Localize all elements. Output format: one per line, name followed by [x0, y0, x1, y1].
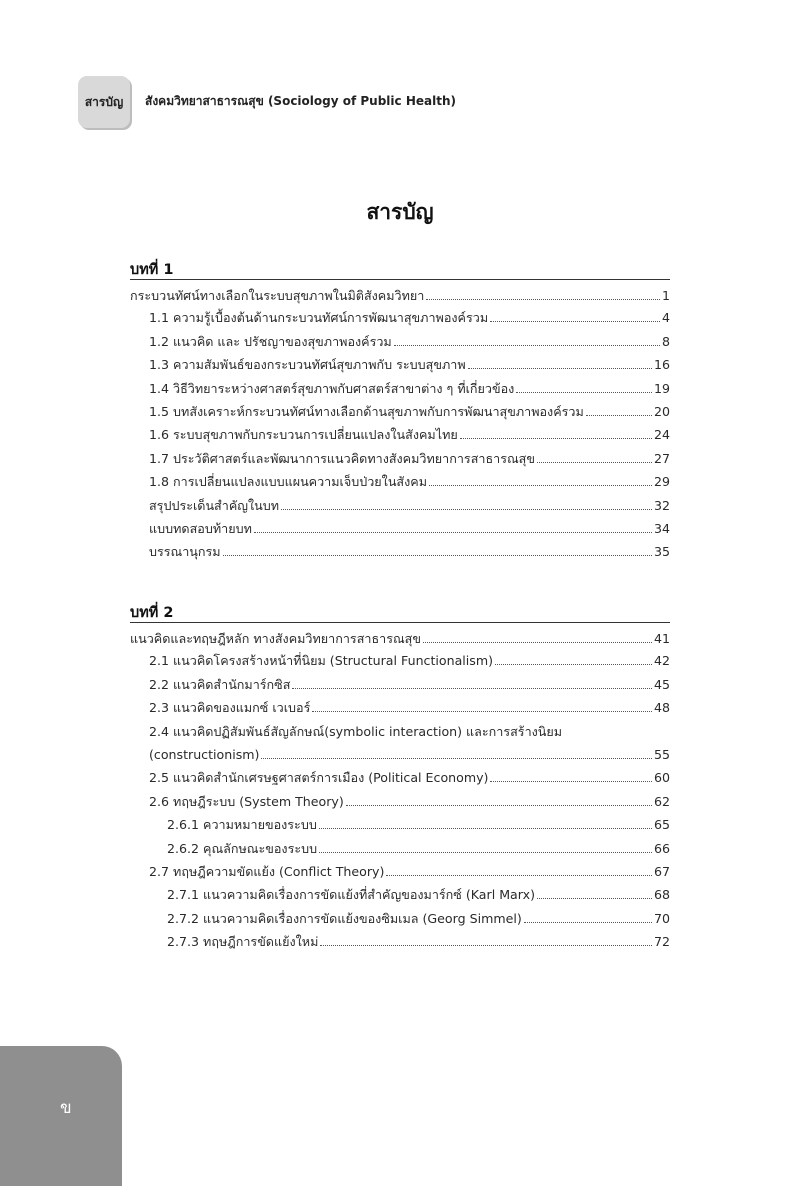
dot-leader	[320, 945, 652, 946]
dot-leader	[490, 321, 660, 322]
dot-leader	[292, 688, 652, 689]
toc-entry-label: 2.2 แนวคิดสำนักมาร์กซิส	[149, 676, 291, 692]
toc-entry-page: 29	[653, 474, 670, 490]
toc-entry-label: แนวคิดและทฤษฎีหลัก ทางสังคมวิทยาการสาธารณสุข	[130, 631, 421, 646]
toc-entry	[149, 490, 670, 513]
toc-entry	[167, 879, 670, 902]
toc-entry-label: 2.6.2 คุณลักษณะของระบบ	[167, 840, 318, 856]
toc-entry-page: 48	[653, 700, 670, 716]
toc-entry-page: 62	[653, 793, 670, 809]
toc-entry-label: 1.1 ความรู้เบื้องต้นด้านกระบวนทัศน์การพัฒนาสุขภาพองค์รวม	[149, 310, 489, 326]
dot-leader	[394, 345, 660, 346]
page-title: สารบัญ	[366, 200, 434, 224]
toc-entry	[149, 669, 670, 692]
toc-entry-label: 1.5 บทสังเคราะห์กระบวนทัศน์ทางเลือกด้านสุขภาพกับการพัฒนาสุขภาพองค์รวม	[149, 404, 584, 419]
toc-entry-label: 1.3 ความสัมพันธ์ของกระบวนทัศน์สุขภาพกับ ระบบสุขภาพ	[149, 357, 466, 373]
dot-leader	[426, 299, 660, 300]
dot-leader	[319, 852, 652, 853]
dot-leader	[386, 875, 652, 876]
toc-entry	[167, 903, 670, 926]
dot-leader	[429, 485, 652, 486]
dot-leader	[490, 781, 652, 782]
toc-entry	[149, 326, 670, 349]
toc-entry-page: 35	[653, 544, 670, 560]
toc-entry-page: 19	[653, 380, 670, 396]
toc-entry-page: 32	[653, 497, 670, 513]
dot-leader	[537, 462, 652, 463]
toc-entry-page: 67	[653, 864, 670, 879]
dot-leader	[586, 415, 652, 416]
toc-entry-page: 42	[653, 653, 670, 669]
toc-entry	[149, 536, 670, 559]
chapter-2-heading: บทที่ 2	[130, 605, 174, 621]
toc-entry-page: 4	[661, 310, 670, 326]
toc-entry-label: 2.7.3 ทฤษฎีการขัดแย้งใหม่	[167, 934, 319, 950]
toc-entry-page: 70	[653, 910, 670, 926]
toc-entry-page: 45	[653, 676, 670, 692]
toc-entry-page: 65	[653, 817, 670, 833]
toc-entry-label: 1.8 การเปลี่ยนแปลงแบบแผนความเจ็บป่วยในสังคม	[149, 474, 427, 490]
toc-entry	[149, 739, 670, 762]
toc-entry-page: 8	[661, 333, 670, 349]
dot-leader	[423, 642, 652, 643]
toc-entry	[149, 716, 670, 739]
chapter-title-entry	[130, 622, 670, 646]
toc-entry-page: 60	[653, 770, 670, 786]
dot-leader	[346, 805, 652, 806]
toc-entry-page: 16	[653, 357, 670, 373]
toc-entry	[149, 419, 670, 442]
section-tab-label: สารบัญ	[84, 94, 124, 109]
toc-entry	[167, 833, 670, 856]
toc-entry-label: 2.7.2 แนวความคิดเรื่องการขัดแย้งของซิมเมล (Georg Simmel)	[167, 910, 522, 926]
dot-leader	[537, 898, 652, 899]
toc-entry-label: (constructionism)	[149, 747, 260, 762]
toc-entry-label: บรรณานุกรม	[149, 544, 221, 560]
dot-leader	[524, 922, 652, 923]
toc-entry-label: สรุปประเด็นสำคัญในบท	[149, 497, 280, 513]
toc-entry-page: 24	[653, 427, 670, 443]
toc-entry	[167, 926, 670, 949]
toc-entry-label: กระบวนทัศน์ทางเลือกในระบบสุขภาพในมิติสังคมวิทยา	[130, 288, 425, 303]
toc-entry	[149, 373, 670, 396]
running-header-title: สังคมวิทยาสาธารณสุข (Sociology of Public Health)	[145, 94, 456, 108]
toc-entry	[149, 786, 670, 809]
toc-entry-label: 2.7 ทฤษฎีความขัดแย้ง (Conflict Theory)	[149, 864, 385, 879]
toc-entry-page: 20	[653, 404, 670, 419]
toc-entry	[149, 466, 670, 489]
toc-entry	[149, 645, 670, 668]
toc-entry-label: 1.6 ระบบสุขภาพกับกระบวนการเปลี่ยนแปลงในสังคมไทย	[149, 427, 458, 443]
toc-entry-label: 1.4 วิธีวิทยาระหว่างศาสตร์สุขภาพกับศาสตร์สาขาต่าง ๆ ที่เกี่ยวข้อง	[149, 380, 515, 396]
dot-leader	[312, 711, 652, 712]
toc-entry-label: 2.5 แนวคิดสำนักเศรษฐศาสตร์การเมือง (Political Economy)	[149, 770, 489, 786]
toc-entry-label: 2.6.1 ความหมายของระบบ	[167, 817, 317, 833]
toc-entry-label: 2.3 แนวคิดของแมกซ์ เวเบอร์	[149, 700, 311, 716]
toc-entry	[149, 513, 670, 536]
toc-entry	[167, 809, 670, 832]
chapter-title-entry	[130, 279, 670, 303]
toc-entry-label: 2.7.1 แนวความคิดเรื่องการขัดแย้งที่สำคัญของมาร์กซ์ (Karl Marx)	[167, 887, 535, 903]
toc-entry	[149, 396, 670, 419]
toc-entry	[149, 856, 670, 879]
toc-entry	[149, 762, 670, 785]
toc-entry	[149, 302, 670, 325]
dot-leader	[281, 509, 652, 510]
toc-entry-page: 41	[653, 631, 670, 646]
dot-leader	[460, 438, 652, 439]
dot-leader	[261, 758, 651, 759]
toc-entry-label: 1.2 แนวคิด และ ปรัชญาของสุขภาพองค์รวม	[149, 333, 392, 349]
toc-entry-page: 68	[653, 887, 670, 903]
toc-entry	[149, 692, 670, 715]
toc-entry-page: 27	[653, 450, 670, 466]
toc-entry-page: 55	[653, 747, 670, 762]
toc-entry	[149, 349, 670, 372]
dot-leader	[516, 392, 652, 393]
dot-leader	[319, 828, 652, 829]
toc-entry	[149, 443, 670, 466]
section-tab-badge	[78, 76, 130, 128]
toc-entry-label: 2.1 แนวคิดโครงสร้างหน้าที่นิยม (Structural Functionalism)	[149, 653, 494, 669]
toc-entry-label: แบบทดสอบท้ายบท	[149, 521, 252, 536]
dot-leader	[254, 532, 652, 533]
chapter-1-heading: บทที่ 1	[130, 262, 174, 278]
toc-entry-label: 2.4 แนวคิดปฏิสัมพันธ์สัญลักษณ์(symbolic interaction) และการสร้างนิยม	[149, 723, 563, 739]
toc-entry-page: 1	[661, 288, 670, 303]
dot-leader	[223, 555, 652, 556]
toc-entry-label: 2.6 ทฤษฎีระบบ (System Theory)	[149, 793, 344, 809]
toc-entry-label: 1.7 ประวัติศาสตร์และพัฒนาการแนวคิดทางสังคมวิทยาการสาธารณสุข	[149, 450, 535, 466]
toc-entry-page: 66	[653, 840, 670, 856]
page-number: ข	[60, 1098, 72, 1118]
dot-leader	[468, 368, 652, 369]
toc-entry-page: 34	[653, 521, 670, 536]
dot-leader	[495, 664, 652, 665]
toc-entry-page: 72	[653, 934, 670, 950]
